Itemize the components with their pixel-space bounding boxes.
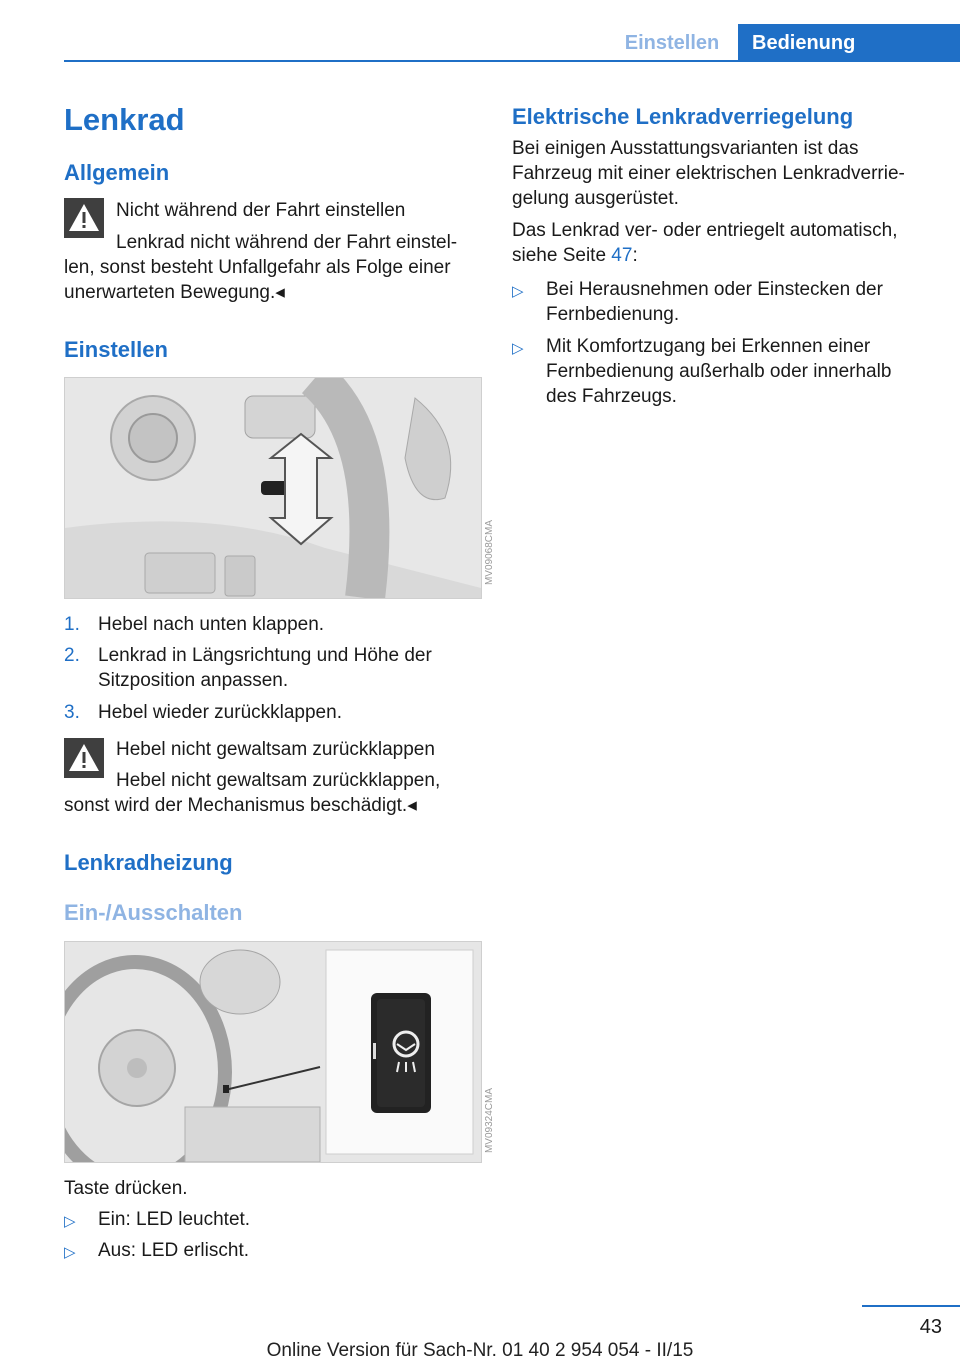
step-number: 2.: [64, 645, 80, 666]
bullet-text: des Fahrzeugs.: [546, 386, 677, 407]
step-text: Hebel wieder zurückklappen.: [98, 702, 342, 723]
bullet-triangle-icon: ▷: [64, 1213, 76, 1230]
bullet-text: Aus: LED erlischt.: [98, 1240, 249, 1261]
bullet-text: Bei Herausnehmen oder Einstecken der: [546, 279, 883, 300]
step-number: 3.: [64, 702, 80, 723]
warning-title: Hebel nicht gewaltsam zurückklappen: [116, 739, 435, 760]
figure-code: MV09068CMA: [484, 520, 495, 586]
steering-lever-drawing: [65, 378, 481, 598]
footer-version-text: Online Version für Sach-Nr. 01 40 2 954 054 - II/15: [266, 1340, 694, 1361]
page-title: Lenkrad: [64, 102, 185, 137]
warning-text-line: Lenkrad nicht während der Fahrt einstel-: [116, 232, 458, 253]
bullet-triangle-icon: ▷: [512, 283, 524, 300]
steering-heating-illustration: [64, 941, 482, 1163]
paragraph-line: Bei einigen Ausstattungsvarianten ist das: [512, 138, 859, 159]
section-heading-allgemein: Allgemein: [64, 160, 170, 185]
bullet-text: Fernbedienung.: [546, 304, 680, 325]
paragraph-text: :: [632, 245, 638, 266]
steering-adjust-illustration: [64, 377, 482, 599]
paragraph-line: [512, 243, 638, 268]
paragraph-text: siehe Seite: [512, 245, 612, 266]
header-divider: [64, 60, 960, 62]
bullet-text: Ein: LED leuchtet.: [98, 1209, 251, 1230]
paragraph-line: Fahrzeug mit einer elektrischen Lenkradverrie-: [512, 163, 905, 184]
tab-einstellen[interactable]: Einstellen: [624, 31, 720, 54]
section-heading-lenkradheizung: Lenkradheizung: [64, 850, 233, 875]
step-text: Hebel nach unten klappen.: [98, 614, 325, 635]
warning-text-line: sonst wird der Mechanismus beschädigt.◂: [64, 795, 417, 816]
page-number: 43: [919, 1316, 942, 1338]
warning-title: Nicht während der Fahrt einstellen: [116, 200, 406, 221]
warning-icon: [64, 738, 104, 778]
bullet-triangle-icon: ▷: [512, 340, 524, 357]
warning-text-line: Hebel nicht gewaltsam zurückklappen,: [116, 770, 441, 791]
figure-code: MV09324CMA: [484, 1088, 495, 1154]
step-text: Sitzposition anpassen.: [98, 670, 289, 691]
subsection-heading-ein-ausschalten: Ein-/Ausschalten: [64, 900, 243, 925]
step-text: Lenkrad in Längsrichtung und Höhe der: [98, 645, 432, 666]
bullet-triangle-icon: ▷: [64, 1244, 76, 1261]
section-heading-einstellen: Einstellen: [64, 337, 168, 362]
instruction-text: Taste drücken.: [64, 1178, 188, 1199]
footer-divider: [862, 1305, 960, 1307]
warning-text-line: unerwarteten Bewegung.◂: [64, 282, 285, 303]
dashboard-drawing: [65, 942, 481, 1162]
paragraph-line: gelung ausgerüstet.: [512, 188, 679, 209]
tab-bedienung[interactable]: Bedienung: [738, 24, 960, 62]
paragraph-line: Das Lenkrad ver- oder entriegelt automatisch,: [512, 220, 898, 241]
warning-icon: [64, 198, 104, 238]
bullet-text: Mit Komfortzugang bei Erkennen einer: [546, 336, 871, 357]
step-number: 1.: [64, 614, 80, 635]
warning-text-line: len, sonst besteht Unfallgefahr als Folge einer: [64, 257, 451, 278]
page-link[interactable]: 47: [611, 245, 633, 266]
section-heading-lenkradverriegelung: Elektrische Lenkradverriegelung: [512, 104, 854, 129]
bullet-text: Fernbedienung außerhalb oder innerhalb: [546, 361, 892, 382]
